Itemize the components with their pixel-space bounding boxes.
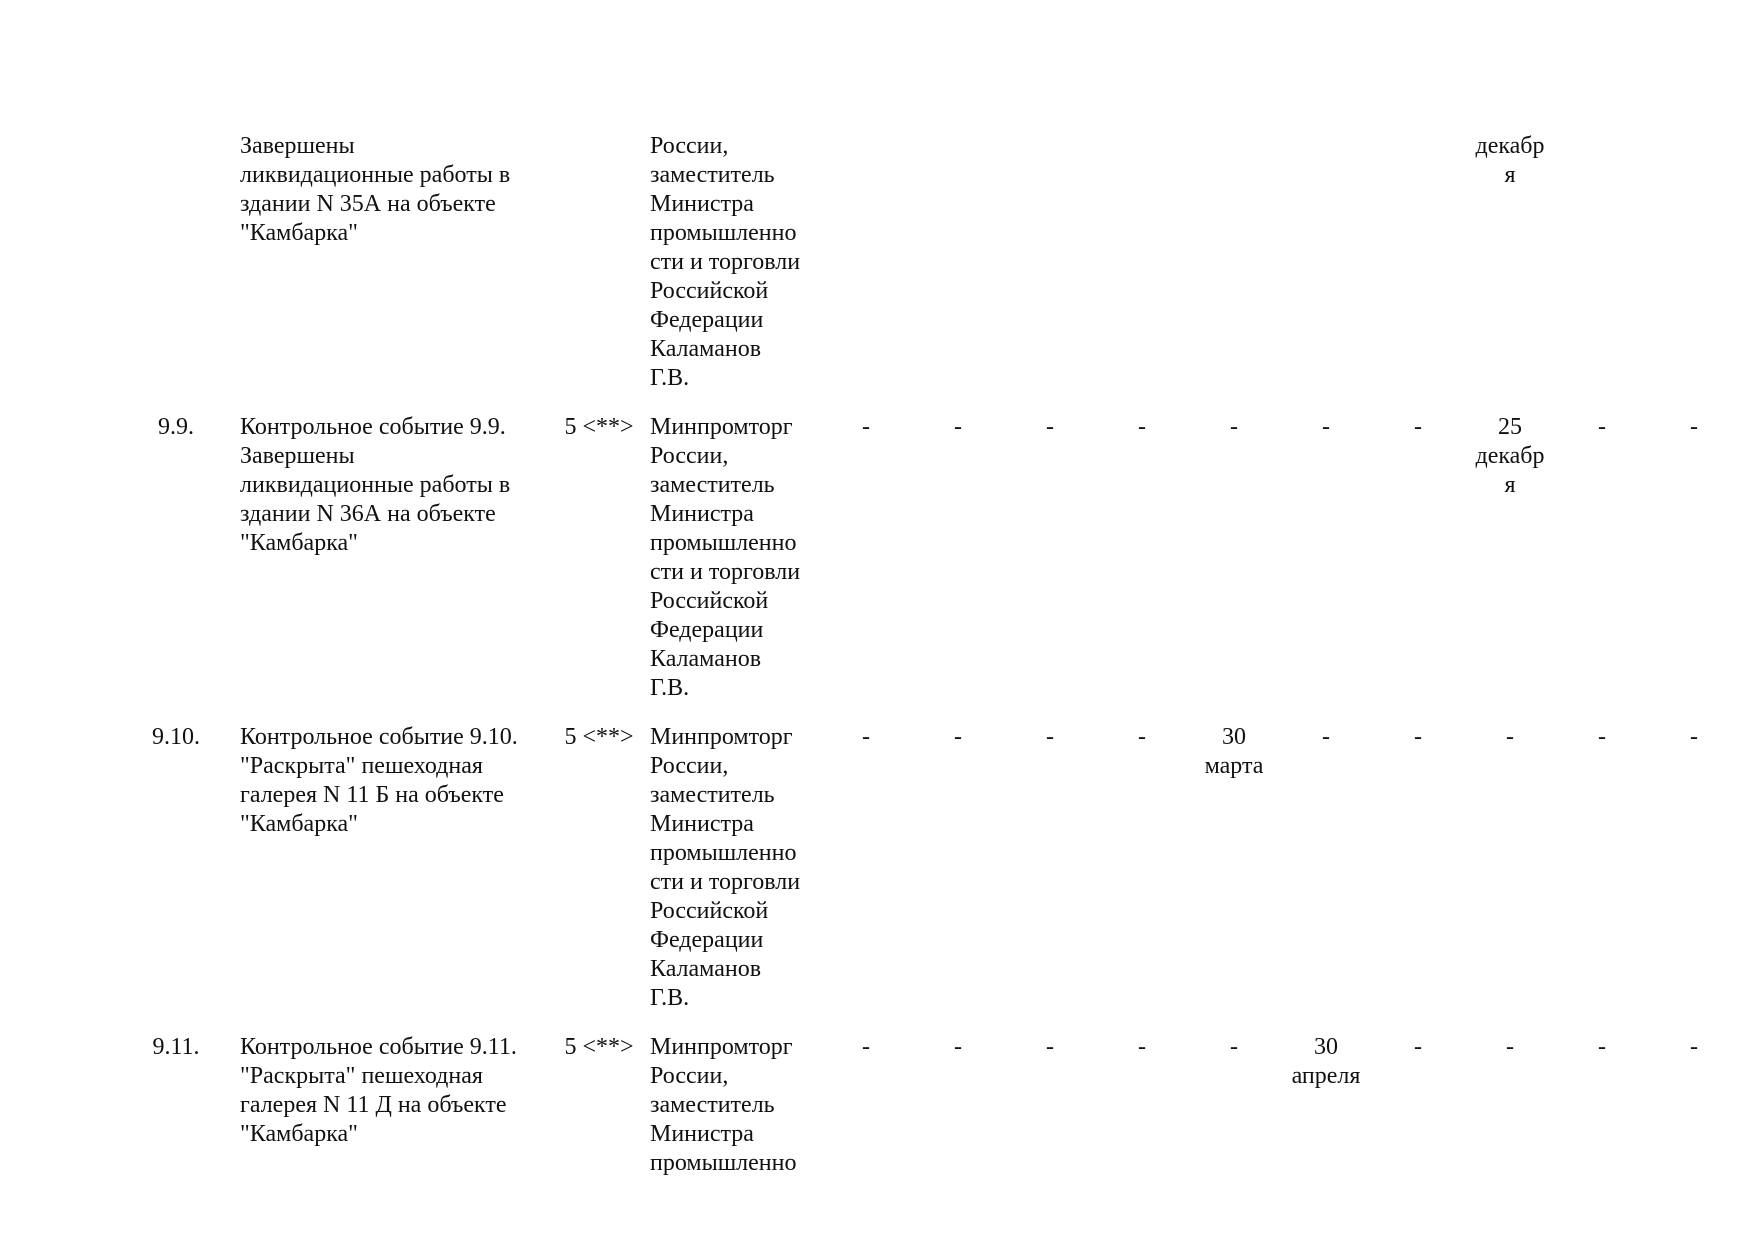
month-cell: -: [1414, 1034, 1422, 1060]
row-number: 9.10.: [152, 724, 200, 750]
responsible-executor: Минпромторг России, заместитель Министра промышленно сти и торговли Российской Федерации Каламанов Г.В.: [650, 414, 801, 701]
month-cell: -: [1690, 1034, 1698, 1060]
month-cell: -: [1230, 1034, 1238, 1060]
month-cell: -: [1690, 724, 1698, 750]
month-cell: -: [1690, 414, 1698, 440]
event-description: Контрольное событие 9.10. "Раскрыта" пешеходная галерея N 11 Б на объекте "Камбарка": [240, 724, 518, 837]
month-cell: -: [1138, 1034, 1146, 1060]
month-cell: -: [1046, 414, 1054, 440]
responsible-executor: Минпромторг России, заместитель Министра промышленно: [650, 1034, 797, 1176]
month-cell: -: [1138, 414, 1146, 440]
month-cell: -: [954, 724, 962, 750]
month-cell: -: [954, 1034, 962, 1060]
month-cell: -: [1046, 1034, 1054, 1060]
month-cell: -: [1506, 1034, 1514, 1060]
event-description: Контрольное событие 9.11. "Раскрыта" пешеходная галерея N 11 Д на объекте "Камбарка": [240, 1034, 517, 1147]
responsible-executor: России, заместитель Министра промышленно сти и торговли Российской Федерации Каламанов Г.В.: [650, 133, 801, 391]
month-cell: 30 апреля: [1291, 1034, 1361, 1089]
row-number: 9.11.: [152, 1034, 200, 1060]
month-cell: -: [1138, 724, 1146, 750]
month-cell: -: [862, 414, 870, 440]
month-cell: -: [1322, 414, 1330, 440]
month-cell: -: [1598, 724, 1606, 750]
responsible-executor: Минпромторг России, заместитель Министра промышленно сти и торговли Российской Федерации Каламанов Г.В.: [650, 724, 801, 1011]
month-cell: -: [1598, 414, 1606, 440]
month-cell: -: [1414, 414, 1422, 440]
month-cell: -: [1046, 724, 1054, 750]
event-code: 5 <**>: [564, 1034, 634, 1060]
month-cell: -: [862, 724, 870, 750]
month-cell: -: [862, 1034, 870, 1060]
month-cell: -: [1414, 724, 1422, 750]
event-code: 5 <**>: [564, 724, 634, 750]
month-cell: 25 декабр я: [1475, 414, 1545, 498]
month-cell: -: [1322, 724, 1330, 750]
event-description: Контрольное событие 9.9. Завершены ликвидационные работы в здании N 36А на объекте "Камбарка": [240, 414, 511, 556]
event-code: 5 <**>: [564, 414, 634, 440]
month-cell: -: [1506, 724, 1514, 750]
month-cell: декабр я: [1475, 133, 1545, 188]
month-cell: -: [1598, 1034, 1606, 1060]
event-description: Завершены ликвидационные работы в здании N 35А на объекте "Камбарка": [240, 133, 511, 246]
month-cell: -: [1230, 414, 1238, 440]
month-cell: -: [954, 414, 962, 440]
month-cell: 30 марта: [1204, 724, 1264, 779]
row-number: 9.9.: [158, 414, 194, 440]
